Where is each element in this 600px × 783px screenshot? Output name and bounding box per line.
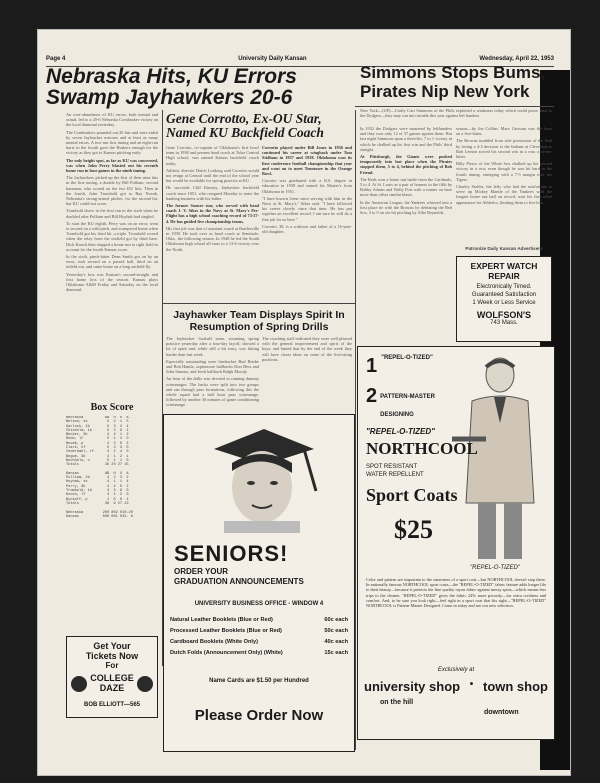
store-one: university shop: [364, 679, 461, 694]
bullet: •: [469, 679, 474, 690]
price-row: [170, 650, 348, 656]
please-order-now: Please Order Now: [194, 707, 324, 724]
watch-line: Guaranteed Satisfaction: [471, 292, 537, 298]
article-paragraph: Athletic director Dutch Lonborg said Corrotto would not resign at Central until the end of the school year but would be available for spring practice at KU.: [166, 167, 259, 184]
price-list: [170, 617, 348, 661]
feature-line: SPOT RESISTANT: [366, 464, 418, 470]
article-paragraph: Charley Stobbs, the lefty who had the misfortune to serve up Mickey Mantle of the Yankees with the longest home run ball on record, won his first relief appearance for Athletics, limiting them to five hits.: [456, 184, 552, 205]
item-price: 60c each: [324, 617, 348, 623]
page-number: Page 4: [46, 56, 66, 62]
step-one: [366, 355, 433, 378]
box-score-row: Hoyhab, ss 4 1 1 4: [66, 480, 129, 485]
item-name: Natural Leather Booklets (Blue or Red): [170, 617, 273, 623]
watch-line: 1 Week or Less Service: [472, 300, 536, 306]
exclusively-at: Exclusively at: [437, 667, 475, 673]
issue-date: Wednesday, April 22, 1953: [479, 56, 554, 62]
spring-body-col2: [262, 336, 352, 412]
box-score-row: Wyckoff, p 1 0 0 1: [66, 497, 129, 502]
simmons-body-col1: [360, 126, 452, 344]
simmons-body-col2: [456, 126, 552, 244]
college-daze-ad: [66, 636, 158, 718]
nebraska-headline: Nebraska Hits, KU Errors Swamp Jayhawkers 20-6: [46, 65, 297, 109]
article-paragraph: His first job was that of assistant coach at Bartlesville in 1939. He took over as head coach at Seminole, Okla., the following season. In 1948 he led the South Oklahoma high school all-stars to a 13-6 victory over the North.: [166, 225, 259, 252]
box-score-row: Nebraska 200 802 010-20: [66, 510, 133, 515]
store-one-location: on the hill: [380, 699, 414, 706]
box-score-row: Cederdahl, rf 4 2 4 0: [66, 450, 129, 455]
store-two-location: downtown: [484, 709, 519, 716]
article-paragraph: The only bright spot, as far as KU was concerned, was when John Perry blasted out his seventh home run in four games in the ninth inning.: [66, 157, 158, 174]
box-score-row: Bogue, 3b 4 1 2 1: [66, 454, 129, 459]
northcool-body: Color and pattern are important to the smartness of a sport coat—but NORTHCOOL doesn't stop there. In nationally famous NORTHCOOL sport coats—the "REPEL-O-TIZED" fabric feature adds longer life to their beauty—because it protects the fine quality rayon fabric against messy spots—which means less trips to the cleaner. "REPEL-O-TIZED" gives the fabric 24% more porosity—for extra coolness and comfort. And, to be sure you look right—feel right in a sport coat that fits right—"REPEL-O-TIZED" NORTHCOOL is Pattern-Master Designed. Come in today and see our new selection.: [366, 577, 546, 609]
comedy-mask-icon: [71, 676, 87, 692]
box-score-row: Knoch, lf 4 1 2 0: [66, 493, 129, 498]
article-paragraph: Trombold drove in the first run in the sixth when he doubled after Pulliam and Bill Hoyhab had singled.: [66, 208, 158, 219]
article-paragraph: An hour of the drills was devoted to running dummy scrimmages. The backs were split into two groups and ran through pass formations, following this the whole squad had a half hour pass scrimmage, followed by another 30 minutes of game conditioning scrimmage.: [166, 376, 259, 408]
tragedy-mask-icon: [137, 676, 153, 692]
ad-line: Get Your: [93, 641, 131, 651]
paper-name: University Daily Kansan: [238, 56, 307, 62]
nebraska-article-body: [66, 112, 158, 412]
item-name: Cardboard Booklets (White Only): [170, 639, 258, 645]
box-score-row: Trombold, 1b 4 3 8 0: [66, 489, 129, 494]
box-score-row: Kansas 000 001 032- 6: [66, 514, 133, 519]
article-paragraph: He succeeds Cliff Kimsey, Jayhawker backfield coach since 1951, who resigned Monday to enter the banking business with his father.: [166, 185, 259, 201]
article-paragraph: The Browns tumbled from sole possession of the lead by losing a 4-3 decision to the Indians at Cleveland as Bob Lemon scored his second win in a row, a seven-hitter.: [456, 138, 552, 160]
business-office: UNIVERSITY BUSINESS OFFICE - WINDOW 4: [194, 601, 324, 607]
box-score-row: Novak, p 4 2 0 2: [66, 441, 129, 446]
patronize-note: Patronize Daily Kansan Advertisers: [465, 246, 543, 251]
article-paragraph: The coaching staff indicated they were well pleased with the general improvement and spirit of the boys, and hinted that by the end of the week they will have closer ideas on some of the first-string positions.: [262, 336, 352, 362]
step-label: "REPEL-O-TIZED": [381, 355, 433, 361]
item-price: 40c each: [324, 639, 348, 645]
spring-drills-headline: Jayhawker Team Displays Spirit In Resumption of Spring Drills: [173, 309, 345, 333]
step-two: [366, 385, 446, 421]
box-score-row: Nebraska AB H O A: [66, 416, 129, 420]
box-score-row: Chisholm, 1b 5 2 9 1: [66, 428, 129, 433]
article-paragraph: An over-abundance of KU errors, both mental and actual, led to a 20-6 Nebraska Cornhusker victory on the local diamond yesterday.: [66, 112, 158, 128]
article-paragraph: The former Sooner star, who served with head coach J. V. Sikes in the Navy at St. Mary's Pre-Flight has a high school coaching record of 73-27-4. He has guided five championship teams.: [166, 203, 259, 224]
ad-line: Tickets Now: [85, 651, 139, 661]
seniors-ad: [163, 414, 355, 752]
article-paragraph: In the sixth, pinch-hitter Dean Smith got on by an error, took second on a passed ball, third on an infield out, and came home on a long outfield fly.: [66, 254, 158, 270]
box-score-table: [66, 416, 160, 634]
watch-repair-ad: [456, 256, 552, 342]
price-row: [170, 617, 348, 623]
article-paragraph: In 1952 the Dodgers were mastered by lefthanders and they won only 12 of 37 games against them. But last night Simmons spun a three-hit, 7 to 1 victory in which he chalked up his first win and the Phils' third straight.: [360, 126, 452, 152]
step-number: 1: [366, 355, 378, 377]
price: $25: [394, 515, 433, 544]
price-row: [170, 628, 348, 634]
box-score-row: Perry, 3b 4 2 0 2: [66, 484, 129, 489]
item-name: Processed Leather Booklets (Blue or Red): [170, 628, 282, 634]
box-score-row: Kansas AB H O A: [66, 471, 129, 476]
simmons-headline: Simmons Stops Bums, Pirates Nip New York: [360, 63, 546, 101]
repel-o-tized-badge: "REPEL-O-TIZED": [366, 427, 435, 436]
northcool-brand: NORTHCOOL: [366, 439, 478, 458]
corrotto-headline: Gene Corrotto, Ex-OU Star, Named KU Backfield Coach: [166, 111, 324, 140]
order-your: ORDER YOUR: [174, 567, 229, 576]
article-paragraph: The Cornhuskers pounded out 20 hits and were aided by seven Jayhawker miscues and at least as many mental errors. A two-run first inning and an eight-run burst in the fourth gave the Huskers enough for the victory as they got to Kansas pitching early.: [66, 129, 158, 156]
shop-name: WOLFSON'S: [476, 310, 532, 320]
name-cards-note: Name Cards are $1.50 per Hundred: [209, 678, 309, 684]
article-paragraph: The Jayhawker football team, resuming spring practice yesterday after a four-day layoff, showed a lot of spirit and, while still a bit rusty, was hitting harder than last week.: [166, 336, 259, 357]
step-label: PATTERN-MASTER DESIGNING: [380, 394, 435, 418]
watch-title: EXPERT WATCH REPAIR: [470, 261, 538, 281]
box-score-row: Totals 38 9 27 13: [66, 501, 129, 506]
article-paragraph: Yesterday's loss was Kansas's second-straight and first home loss of the season. Kansas plays Oklahoma A&M Friday and Saturday on the local diamond.: [66, 271, 158, 293]
box-score-row: Clark, cf 5 3 3 0: [66, 446, 129, 451]
box-score-row: Pulliam, 2b 4 2 3 2: [66, 476, 129, 481]
ad-contact: BOB ELLIOTT—565: [83, 702, 140, 708]
article-paragraph: At Pittsburgh, the Giants were pushed temporarily into last place when the Pirates stopped them, 5 to 4, behind the pitching of Bob Friend.: [360, 154, 452, 175]
item-price: 50c each: [324, 628, 348, 634]
article-paragraph: The Reds won a home run battle from the Cardinals, 5 to 4. At St. Louis as a pair of homers in the fifth by Bobby Adams and Wally Post with a runner on base more than offset similar blasts.: [360, 176, 452, 198]
graduation-announcements: GRADUATION ANNOUNCEMENTS: [174, 577, 304, 586]
seniors-headline: SENIORS!: [174, 541, 289, 566]
article-paragraph: The Jayhawkers picked up the first of their nine hits in the first inning, a double by Bill Pulliam, second baseman, who scored on the two KU hits. Then in the fourth, John Trombold got to Ray Novak, Nebraska's strong-armed pitcher, for the second hit, but KU could not score.: [66, 175, 158, 207]
price-row: [170, 639, 348, 645]
article-paragraph: To start the KU eighth, Perry was on an error, went to second on a wild pitch, and scampered home when Trombold got his third hit, a triple. Trombold scored when the relay from the outfield got by third base. Dick Knoch then slapped a home run to right field to account for the fourth Kansas score.: [66, 220, 158, 252]
corrotto-body-col1: [166, 145, 259, 301]
article-paragraph: Billy Pierce of the White Sox chalked up his second victory in a row, even though he was hit hard in the fourth inning, emerging with a 7-5 margin over the Tigers.: [456, 161, 552, 182]
box-score-row: Buchhols, c 5 1 1 0: [66, 458, 129, 463]
store-two: town shop: [483, 679, 548, 694]
store-names: [364, 679, 548, 694]
article-paragraph: Corrotto played under Bill Jones in 1936 and continued his career at wingback under Tom Stidham in 1937 and 1938. Oklahoma won its first conference football championship that year and went on to meet Tennessee in the Orange Bowl.: [262, 145, 352, 177]
feature-line: WATER REPELLENT: [366, 472, 424, 478]
northcool-ad: [357, 346, 555, 740]
show-title: DAZE: [99, 683, 125, 693]
item-price: 15c each: [324, 650, 348, 656]
box-score-row: Garlock, 2b 5 3 2 4: [66, 424, 129, 429]
box-score-row: Becker, 3b 4 2 1 2: [66, 433, 129, 438]
spring-body-col1: [166, 336, 259, 412]
article-paragraph: season—by Joe Collins. Marv Grissom was the loser on a five-hitter.: [456, 126, 552, 137]
sport-coats-title: Sport Coats: [366, 485, 458, 505]
article-paragraph: Gene Corrotto, co-captain of Oklahoma's first bowl team in 1938 and present head coach at Tulsa Central High school, was named Kansas backfield coach today.: [166, 145, 259, 166]
article-paragraph: "I have known Gene since serving with him in the Navy at St. Mary's," Sikes said. "I have followed his career closely since that time. He has put together an excellent record. I am sure he will do a fine job for us here.": [262, 195, 352, 222]
box-score-row: Nelson, ss 5 2 1 5: [66, 420, 129, 425]
show-title: COLLEGE: [90, 673, 134, 683]
article-paragraph: Corrotto, 38, is a widower and father of a 16-year-old daughter.: [262, 223, 352, 235]
shop-address: 743 Mass.: [490, 320, 518, 326]
box-score-row: Robb, lf 5 1 4 0: [66, 437, 129, 442]
article-paragraph: Corrotto was graduated with a B.S. degree in education in 1939 and earned his Master's from Oklahoma in 1951.: [262, 178, 352, 194]
repel-o-tized-tag: "REPEL-O-TIZED": [470, 565, 520, 571]
step-number: 2: [366, 385, 378, 407]
corrotto-body-col2: [262, 145, 352, 301]
graduate-portrait-icon: [204, 421, 324, 533]
article-paragraph: In the American League, the Yankees whizzed into a first place tie with the Browns by defeating the Red Sox, 3 to 0 on six-hit pitching by Allie Reynolds.: [360, 199, 452, 216]
box-score-row: Totals 46 20 27 15: [66, 463, 129, 468]
ad-line: For: [105, 661, 119, 670]
article-paragraph: Especially outstanding were linebacker Bud Rieder and Bob Hantla, sophomore halfbacks Don Hess and John Simons, and fresh halfback Ralph Moody.: [166, 358, 259, 375]
item-name: Dutch Folds (Announcement Only) (White): [170, 650, 283, 656]
box-score-title: Box Score: [90, 402, 134, 413]
simmons-dateline: New York—(UP)—Crafty Curt Simmons of the Phils exploited a weakness today which could prove fatal to the Dodgers—they may run into trouble this year against left handers.: [360, 108, 552, 119]
watch-line: Electronically Timed.: [476, 284, 532, 290]
